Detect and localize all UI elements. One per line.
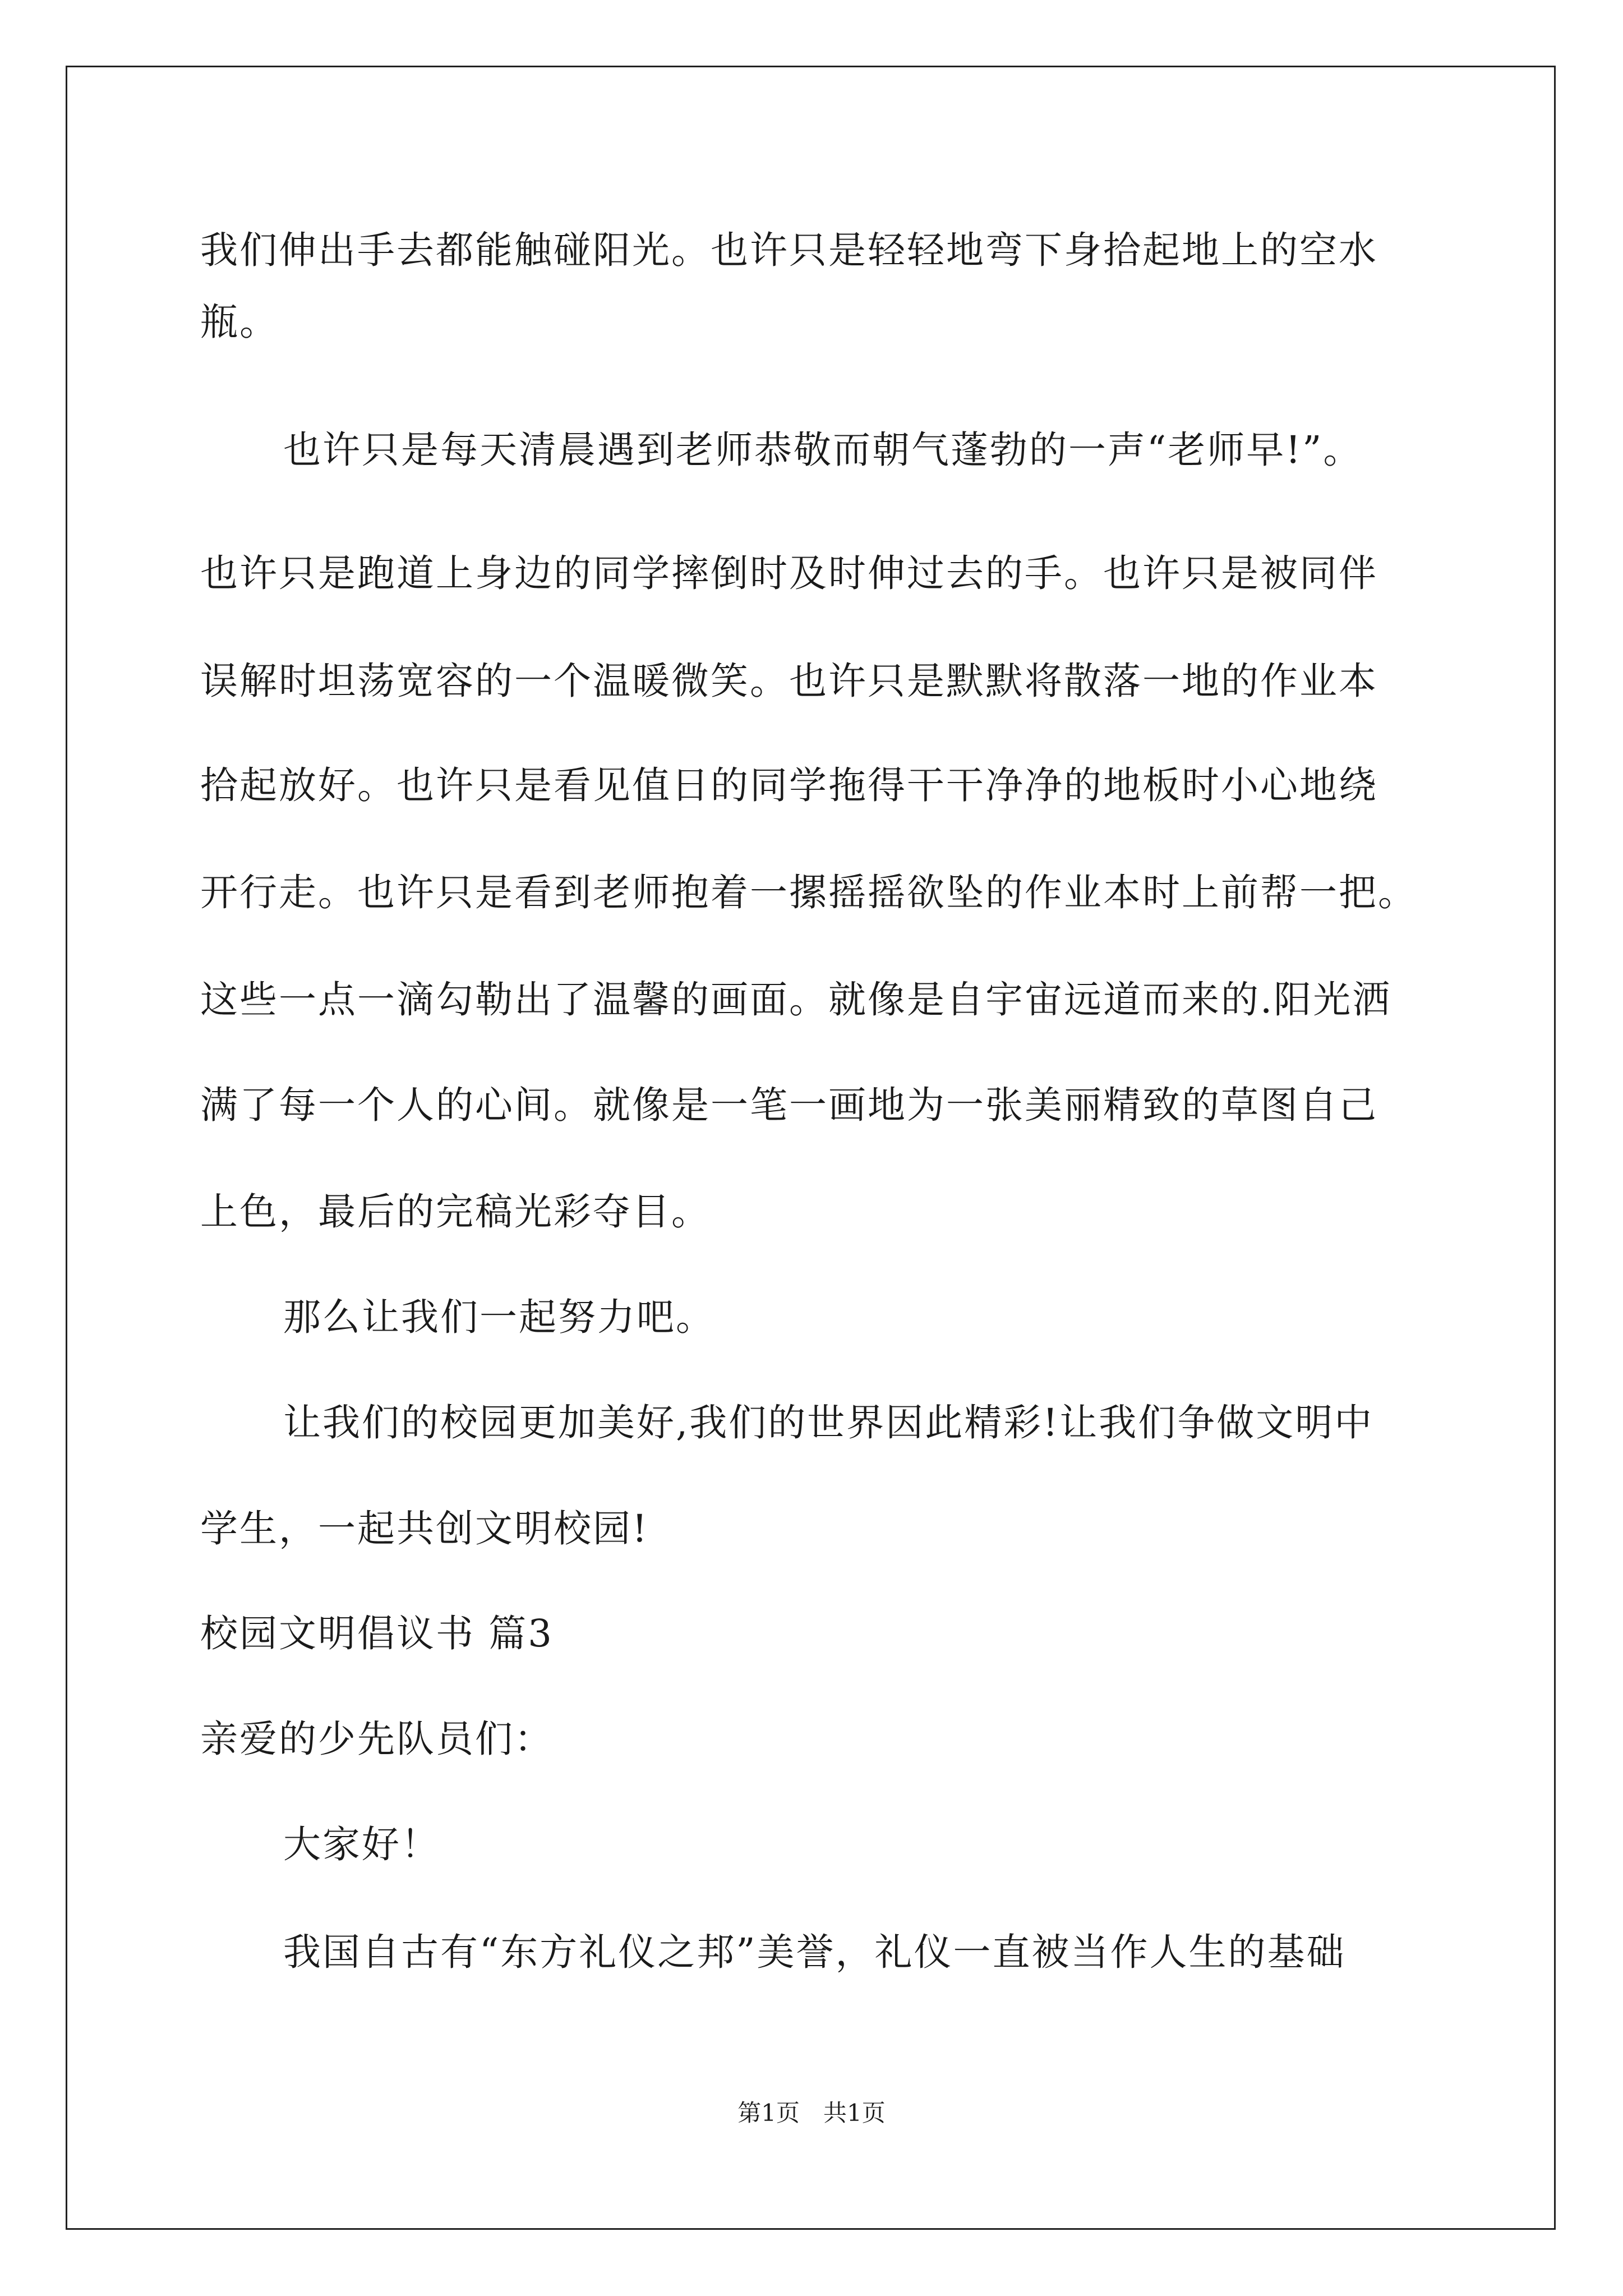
page-border xyxy=(66,66,1556,2230)
greeting: 大家好！ xyxy=(283,1823,440,1866)
text-line: 上色，最后的完稿光彩夺目。 xyxy=(200,1190,711,1234)
page-number-footer: 第1页 共1页 xyxy=(737,2099,886,2127)
text-line: 那么让我们一起努力吧。 xyxy=(283,1295,715,1339)
text-line: 我国自古有“东方礼仪之邦”美誉，礼仪一直被当作人生的基础 xyxy=(283,1930,1346,1974)
text-line: 开行走。也许只是看到老师抱着一摞摇摇欲坠的作业本时上前帮一把。 xyxy=(200,871,1417,914)
text-line: 拾起放好。也许只是看见值日的同学拖得干干净净的地板时小心地绕 xyxy=(200,763,1378,807)
salutation: 亲爱的少先队员们： xyxy=(200,1717,554,1761)
text-line: 学生，一起共创文明校园! xyxy=(200,1507,649,1550)
section-heading: 校园文明倡议书 篇3 xyxy=(200,1612,554,1655)
text-line: 也许只是每天清晨遇到老师恭敬而朝气蓬勃的一声“老师早!”。 xyxy=(283,428,1363,472)
text-line: 这些一点一滴勾勒出了温馨的画面。就像是自宇宙远道而来的.阳光洒 xyxy=(200,978,1392,1022)
text-line: 也许只是跑道上身边的同学摔倒时及时伸过去的手。也许只是被同伴 xyxy=(200,551,1378,595)
text-line: 让我们的校园更加美好,我们的世界因此精彩!让我们争做文明中 xyxy=(283,1401,1374,1444)
text-line: 我们伸出手去都能触碰阳光。也许只是轻轻地弯下身拾起地上的空水 xyxy=(200,228,1378,272)
text-line: 误解时坦荡宽容的一个温暖微笑。也许只是默默将散落一地的作业本 xyxy=(200,659,1378,703)
text-line: 满了每一个人的心间。就像是一笔一画地为一张美丽精致的草图自己 xyxy=(200,1083,1378,1127)
text-line: 瓶。 xyxy=(200,300,279,344)
